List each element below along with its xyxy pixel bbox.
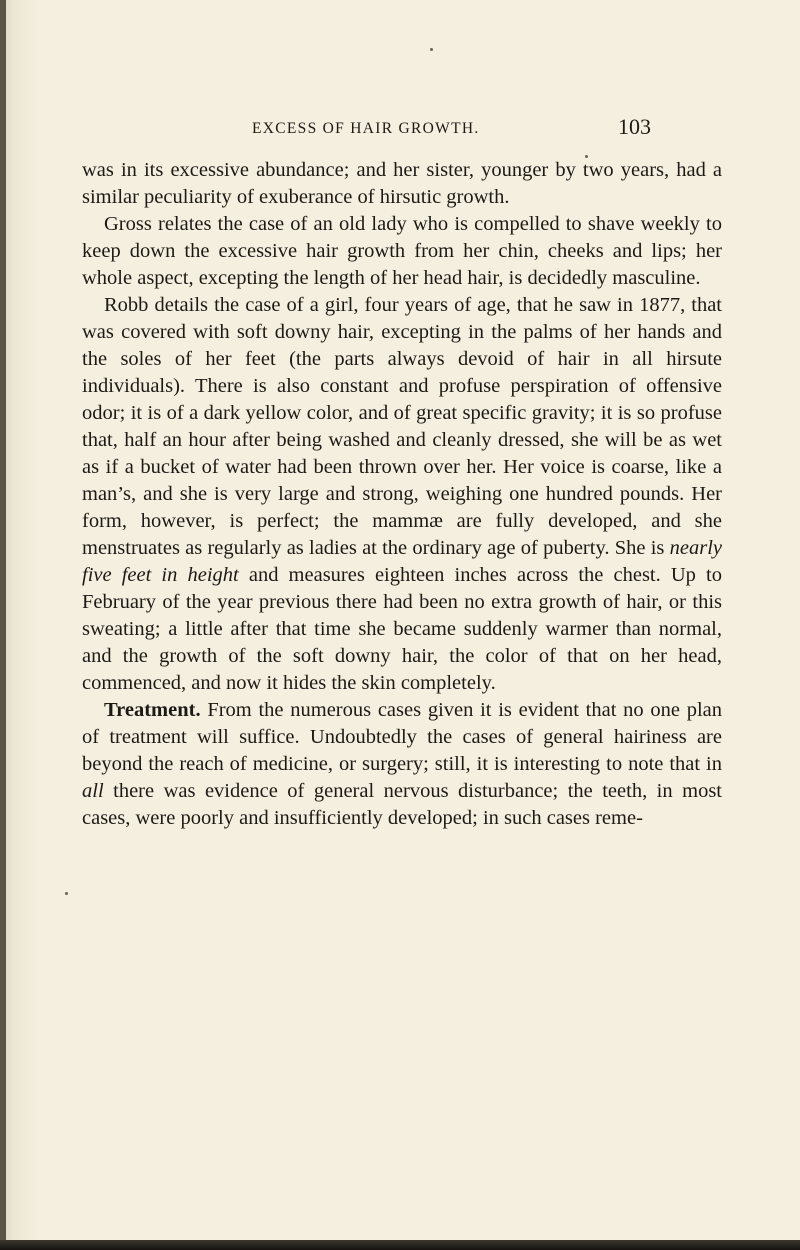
paper-speck xyxy=(585,155,588,158)
page-number: 103 xyxy=(618,114,651,139)
paragraph-text: Robb details the case of a girl, four years of age, that he saw in 1877, that was covered with soft downy hair, excepting in the palms of her hands and the soles of her feet (the parts always devoid of hair in all hirsute individuals). There is also constant and profuse perspiration of offensive odor; it is of a dark yellow color, and of great specific gravity; it is so profuse that, half an hour after being washed and cleanly dressed, she will be as wet as if a bucket of water had been thrown over her. Her voice is coarse, like a man’s, and she is very large and strong, weighing one hundred pounds. Her form, however, is perfect; the mammæ are fully developed, and she menstruates as regularly as ladies at the ordinary age of puberty. She is xyxy=(82,294,722,559)
paragraph-continuation xyxy=(82,157,722,211)
paragraph-text: Gross relates the case of an old lady who is compelled to shave weekly to keep down the excessive hair growth from her chin, cheeks and lips; her whole aspect, excepting the length of her head hair, is decidedly masculine. xyxy=(82,213,722,289)
paragraph-text: there was evidence of general nervous disturbance; the teeth, in most cases, were poorly and insufficiently developed; in such cases reme- xyxy=(82,780,722,829)
paragraph-text: was in its excessive abundance; and her sister, younger by two years, had a similar peculiarity of exuberance of hirsutic growth. xyxy=(82,159,722,208)
paper-speck xyxy=(430,48,433,51)
running-head: EXCESS OF HAIR GROWTH. xyxy=(252,120,480,137)
page-binding-edge xyxy=(0,0,6,1250)
body-text xyxy=(82,157,722,832)
paragraph-gross xyxy=(82,211,722,292)
paragraph-robb xyxy=(82,292,722,697)
page-header xyxy=(0,108,800,148)
section-run-in-heading: Treatment. xyxy=(104,699,201,721)
paragraph-treatment xyxy=(82,697,722,832)
paper-speck xyxy=(65,892,68,895)
paragraph-text: From the numerous cases given it is evident that no one plan of treatment will suffice. Undoubtedly the cases of general hairiness are beyond the reach of medicine, or surgery; still, it is interesting to note that in xyxy=(82,699,722,775)
emphasis-text: nearly five feet in height xyxy=(82,537,723,586)
emphasis-text: all xyxy=(82,780,104,802)
paragraph-text: and measures eighteen inches across the chest. Up to February of the year previous there had been no extra growth of hair, or this sweating; a little after that time she became suddenly warmer than normal, and the growth of the soft downy hair, the color of that on her head, commenced, and now it hides the skin completely. xyxy=(82,564,722,694)
page-bottom-edge xyxy=(0,1240,800,1250)
